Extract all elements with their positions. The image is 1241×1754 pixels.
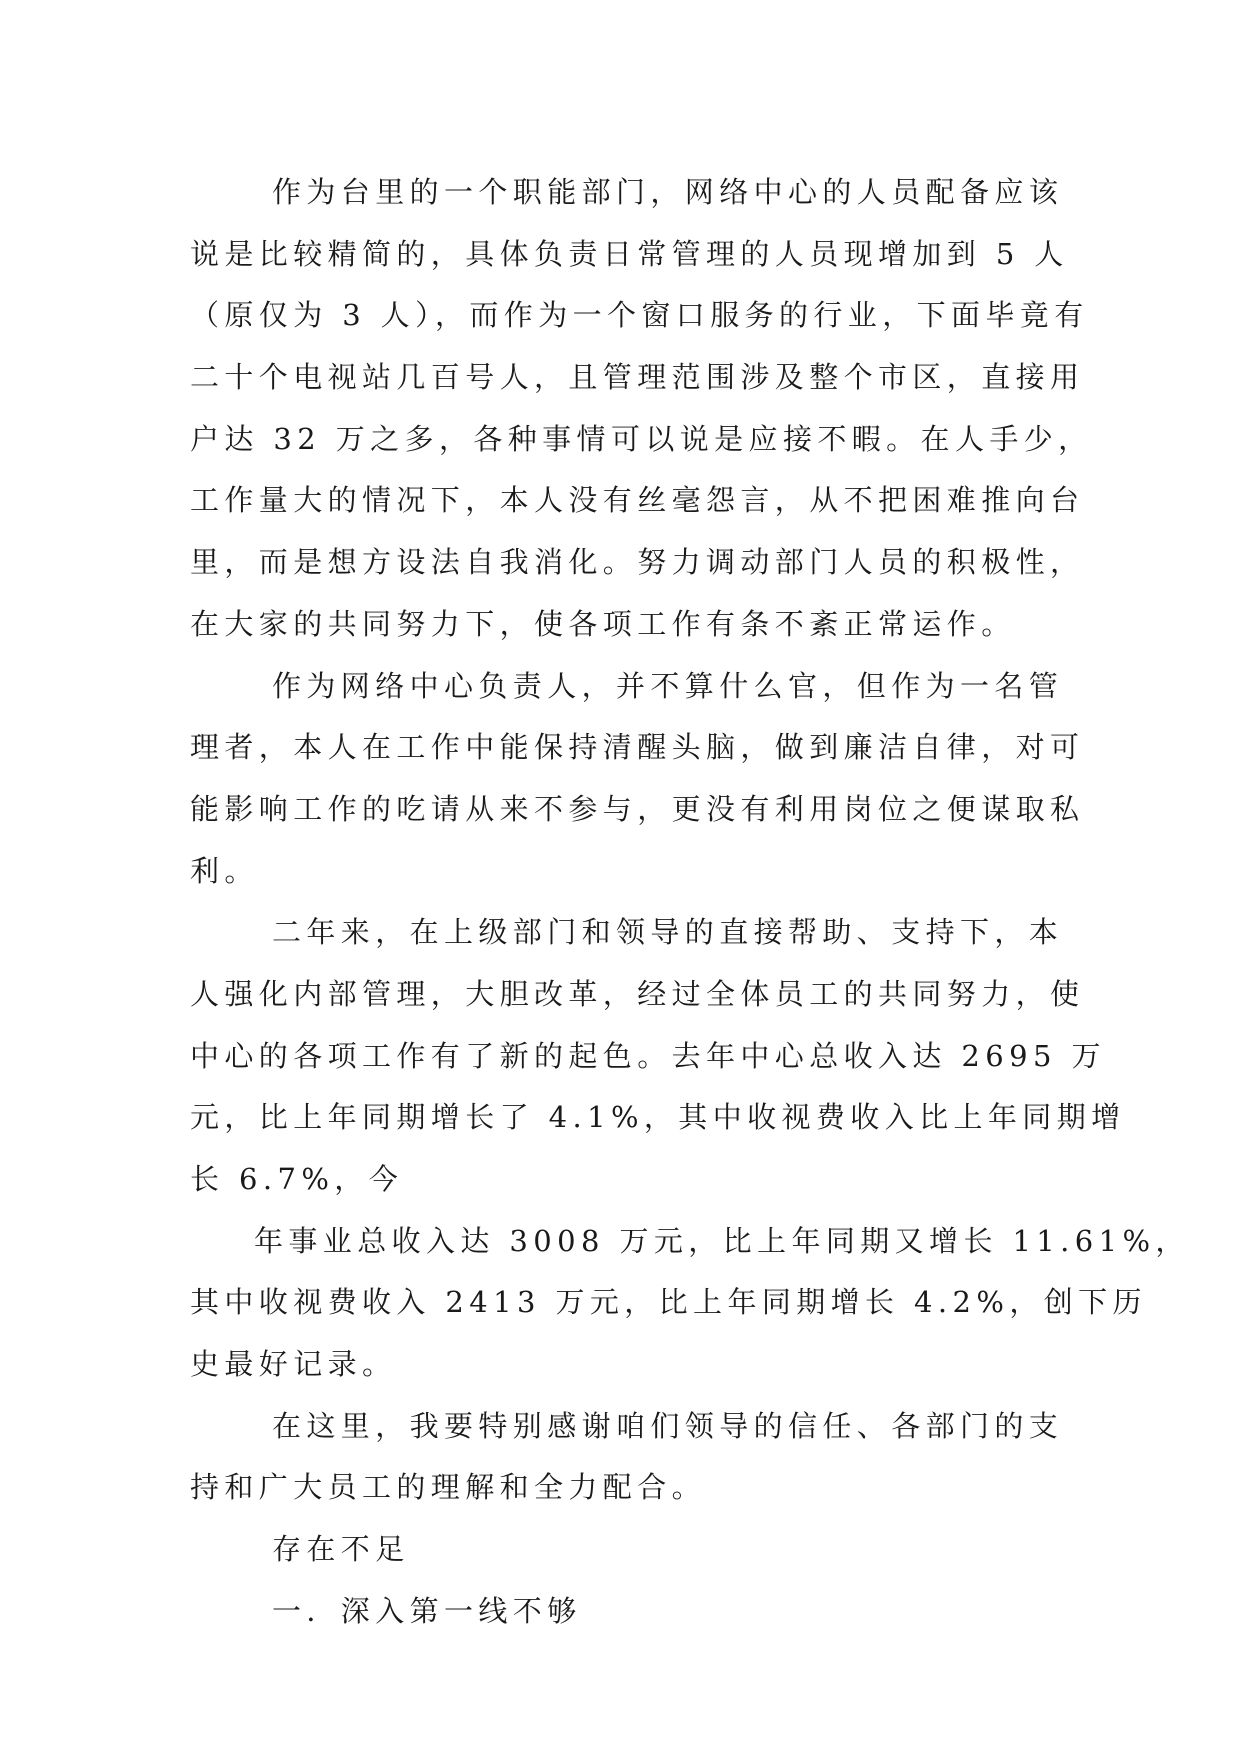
text-line: 能影响工作的吃请从来不参与，更没有利用岗位之便谋取私: [190, 791, 1085, 826]
text-line: 元，比上年同期增长了 4.1%，其中收视费收入比上年同期增: [190, 1100, 1126, 1135]
text-line: 其中收视费收入 2413 万元，比上年同期增长 4.2%，创下历: [190, 1285, 1147, 1320]
text-line: 中心的各项工作有了新的起色。去年中心总收入达 2695 万: [190, 1038, 1106, 1073]
paragraph-integrity: [190, 656, 1085, 903]
text-line: 人强化内部管理，大胆改革，经过全体员工的共同努力，使: [190, 976, 1085, 1011]
text-line: 理者，本人在工作中能保持清醒头脑，做到廉洁自律，对可: [190, 730, 1085, 765]
document-body: [190, 162, 1190, 1643]
text-line: （原仅为 3 人），而作为一个窗口服务的行业，下面毕竟有: [190, 298, 1089, 333]
text-line: 作为网络中心负责人，并不算什么官，但作为一名管: [272, 668, 1064, 703]
list-item-first-shortcoming: [190, 1581, 1052, 1643]
text-line: 一．深入第一线不够: [272, 1593, 582, 1628]
text-line: 说是比较精简的，具体负责日常管理的人员现增加到 5 人: [190, 236, 1069, 271]
text-line: 史最好记录。: [190, 1347, 397, 1382]
text-line: 工作量大的情况下，本人没有丝毫怨言，从不把困难推向台: [190, 483, 1085, 518]
text-line: 在这里，我要特别感谢咱们领导的信任、各部门的支: [272, 1408, 1064, 1443]
section-heading-shortcomings: [190, 1519, 1052, 1581]
text-line: 作为台里的一个职能部门，网络中心的人员配备应该: [272, 175, 1064, 209]
text-line: 持和广大员工的理解和全力配合。: [190, 1470, 707, 1505]
text-line: 户达 32 万之多，各种事情可以说是应接不暇。在人手少，: [190, 421, 1093, 456]
text-line: 二年来，在上级部门和领导的直接帮助、支持下，本: [272, 915, 1064, 950]
text-line: 年事业总收入达 3008 万元，比上年同期又增长 11.61%，: [254, 1223, 1190, 1258]
text-line: 二十个电视站几百号人，且管理范围涉及整个市区，直接用: [190, 360, 1085, 395]
paragraph-thanks: [190, 1396, 1064, 1519]
text-line: 长 6.7%，今: [190, 1162, 404, 1196]
paragraph-achievements: [190, 902, 1126, 1210]
paragraph-staffing: [190, 162, 1093, 656]
paragraph-revenue: [190, 1211, 1190, 1396]
text-line: 在大家的共同努力下，使各项工作有条不紊正常运作。: [190, 606, 1016, 641]
text-line: 里，而是想方设法自我消化。努力调动部门人员的积极性，: [190, 545, 1085, 580]
text-line: 存在不足: [272, 1532, 410, 1567]
text-line: 利。: [190, 853, 259, 888]
